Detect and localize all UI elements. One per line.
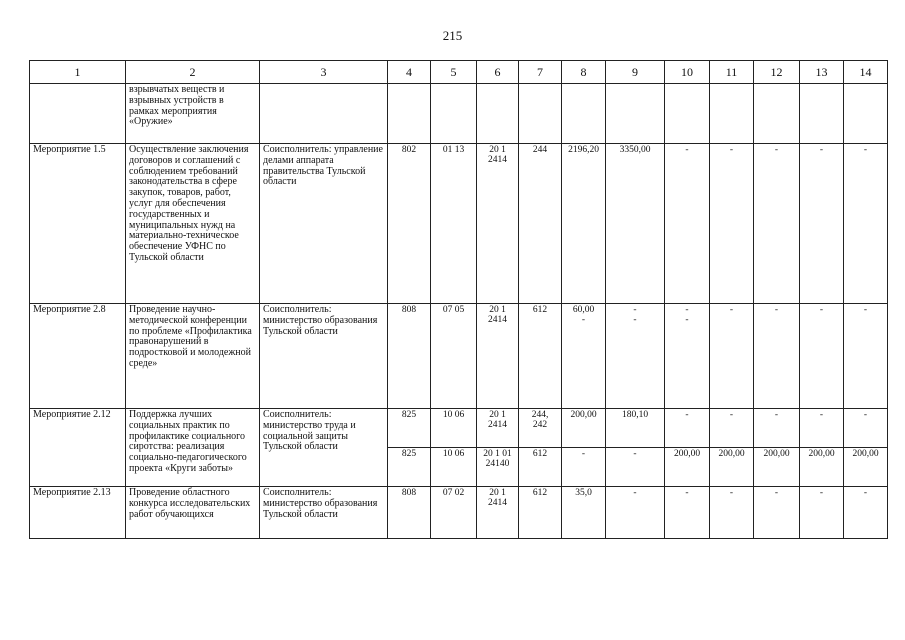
cell-executor: Соисполнитель: министерство образования Тульской области [260, 304, 388, 409]
cell-value: - [710, 409, 754, 448]
cell-value: 20 1 01 24140 [477, 448, 519, 487]
cell-description: Поддержка лучших социальных практик по профилактике социального сиротства: реализация социально-педагогического проекта «Круги заботы» [126, 409, 260, 487]
cell-value: 20 1 2414 [477, 409, 519, 448]
cell-value: 808 [388, 304, 431, 409]
cell-value: - [800, 144, 844, 304]
cell-value: - [665, 144, 710, 304]
cell-value: 200,00 [665, 448, 710, 487]
cell-value: - [710, 304, 754, 409]
cell-value: - [754, 304, 800, 409]
cell-value: - [606, 448, 665, 487]
cell-measure-name: Мероприятие 2.8 [30, 304, 126, 409]
cell-description: Осуществление заключения договоров и соглашений с соблюдением требований законодательства в сфере закупок, товаров, работ, услуг для обеспечения государственных и муниципальных нужд на материально-техническое обеспечение УФНС по Тульской области [126, 144, 260, 304]
column-header: 10 [665, 61, 710, 84]
table-row-measure-2-13 [30, 487, 888, 539]
cell-value: 10 06 [431, 448, 477, 487]
column-header: 6 [477, 61, 519, 84]
cell-value: 3350,00 [606, 144, 665, 304]
table-row-measure-2-8 [30, 304, 888, 409]
column-header: 9 [606, 61, 665, 84]
page-number: 215 [442, 28, 463, 43]
cell-value: - [754, 409, 800, 448]
cell-value: - [800, 409, 844, 448]
cell-value: 200,00 [710, 448, 754, 487]
column-header: 7 [519, 61, 562, 84]
cell-empty [388, 84, 431, 144]
column-header: 5 [431, 61, 477, 84]
cell-empty [606, 84, 665, 144]
column-header: 14 [844, 61, 888, 84]
cell-value: 200,00 [754, 448, 800, 487]
cell-description: взрывчатых веществ и взрывных устройств в рамках мероприятия «Оружие» [126, 84, 260, 144]
cell-value: 07 02 [431, 487, 477, 539]
cell-value: - [800, 304, 844, 409]
cell-value: 244 [519, 144, 562, 304]
cell-value: 20 1 2414 [477, 304, 519, 409]
cell-empty [477, 84, 519, 144]
cell-executor: Соисполнитель: министерство образования Тульской области [260, 487, 388, 539]
cell-empty [431, 84, 477, 144]
header-row [30, 61, 888, 84]
cell-value: 200,00 [844, 448, 888, 487]
cell-empty [665, 84, 710, 144]
cell-value: - [844, 487, 888, 539]
cell-value: - [844, 409, 888, 448]
cell-value: 20 1 2414 [477, 487, 519, 539]
cell-value: 01 13 [431, 144, 477, 304]
cell-value: 10 06 [431, 409, 477, 448]
cell-value: - - [665, 304, 710, 409]
cell-value: 244, 242 [519, 409, 562, 448]
column-header: 2 [126, 61, 260, 84]
cell-empty [260, 84, 388, 144]
table-row-continuation [30, 84, 888, 144]
cell-empty [519, 84, 562, 144]
cell-empty [844, 84, 888, 144]
cell-value: 825 [388, 409, 431, 448]
column-header: 11 [710, 61, 754, 84]
cell-value: - [710, 144, 754, 304]
cell-executor: Соисполнитель: министерство труда и социальной защиты Тульской области [260, 409, 388, 487]
cell-value: - [844, 304, 888, 409]
column-header: 13 [800, 61, 844, 84]
cell-empty [754, 84, 800, 144]
cell-value: 60,00 - [562, 304, 606, 409]
cell-value: 20 1 2414 [477, 144, 519, 304]
cell-measure-name: Мероприятие 2.13 [30, 487, 126, 539]
cell-value: 2196,20 [562, 144, 606, 304]
cell-value: 35,0 [562, 487, 606, 539]
cell-empty [710, 84, 754, 144]
cell-measure-name: Мероприятие 1.5 [30, 144, 126, 304]
cell-value: - [754, 144, 800, 304]
column-header: 4 [388, 61, 431, 84]
column-header: 3 [260, 61, 388, 84]
column-header: 12 [754, 61, 800, 84]
cell-value: 07 05 [431, 304, 477, 409]
cell-empty [800, 84, 844, 144]
cell-value: - [606, 487, 665, 539]
program-table [29, 60, 888, 539]
column-header: 8 [562, 61, 606, 84]
table-row-measure-1-5 [30, 144, 888, 304]
cell-description: Проведение научно-методической конференции по проблеме «Профилактика правонарушений в подростковой и молодежной среде» [126, 304, 260, 409]
cell-value: 180,10 [606, 409, 665, 448]
cell-value: 200,00 [562, 409, 606, 448]
cell-value: 802 [388, 144, 431, 304]
table-row-measure-2-12 [30, 409, 888, 448]
cell-value: - [844, 144, 888, 304]
cell-value: - - [606, 304, 665, 409]
cell-value: - [800, 487, 844, 539]
cell-value: 612 [519, 487, 562, 539]
cell-empty [562, 84, 606, 144]
cell-value: 612 [519, 304, 562, 409]
cell-value: - [562, 448, 606, 487]
cell-value: 612 [519, 448, 562, 487]
cell-empty [30, 84, 126, 144]
cell-value: 808 [388, 487, 431, 539]
cell-value: 200,00 [800, 448, 844, 487]
cell-value: - [665, 409, 710, 448]
cell-value: - [710, 487, 754, 539]
column-header: 1 [30, 61, 126, 84]
cell-value: 825 [388, 448, 431, 487]
cell-value: - [665, 487, 710, 539]
cell-value: - [754, 487, 800, 539]
cell-measure-name: Мероприятие 2.12 [30, 409, 126, 487]
cell-description: Проведение областного конкурса исследовательских работ обучающихся [126, 487, 260, 539]
cell-executor: Соисполнитель: управление делами аппарата правительства Тульской области [260, 144, 388, 304]
